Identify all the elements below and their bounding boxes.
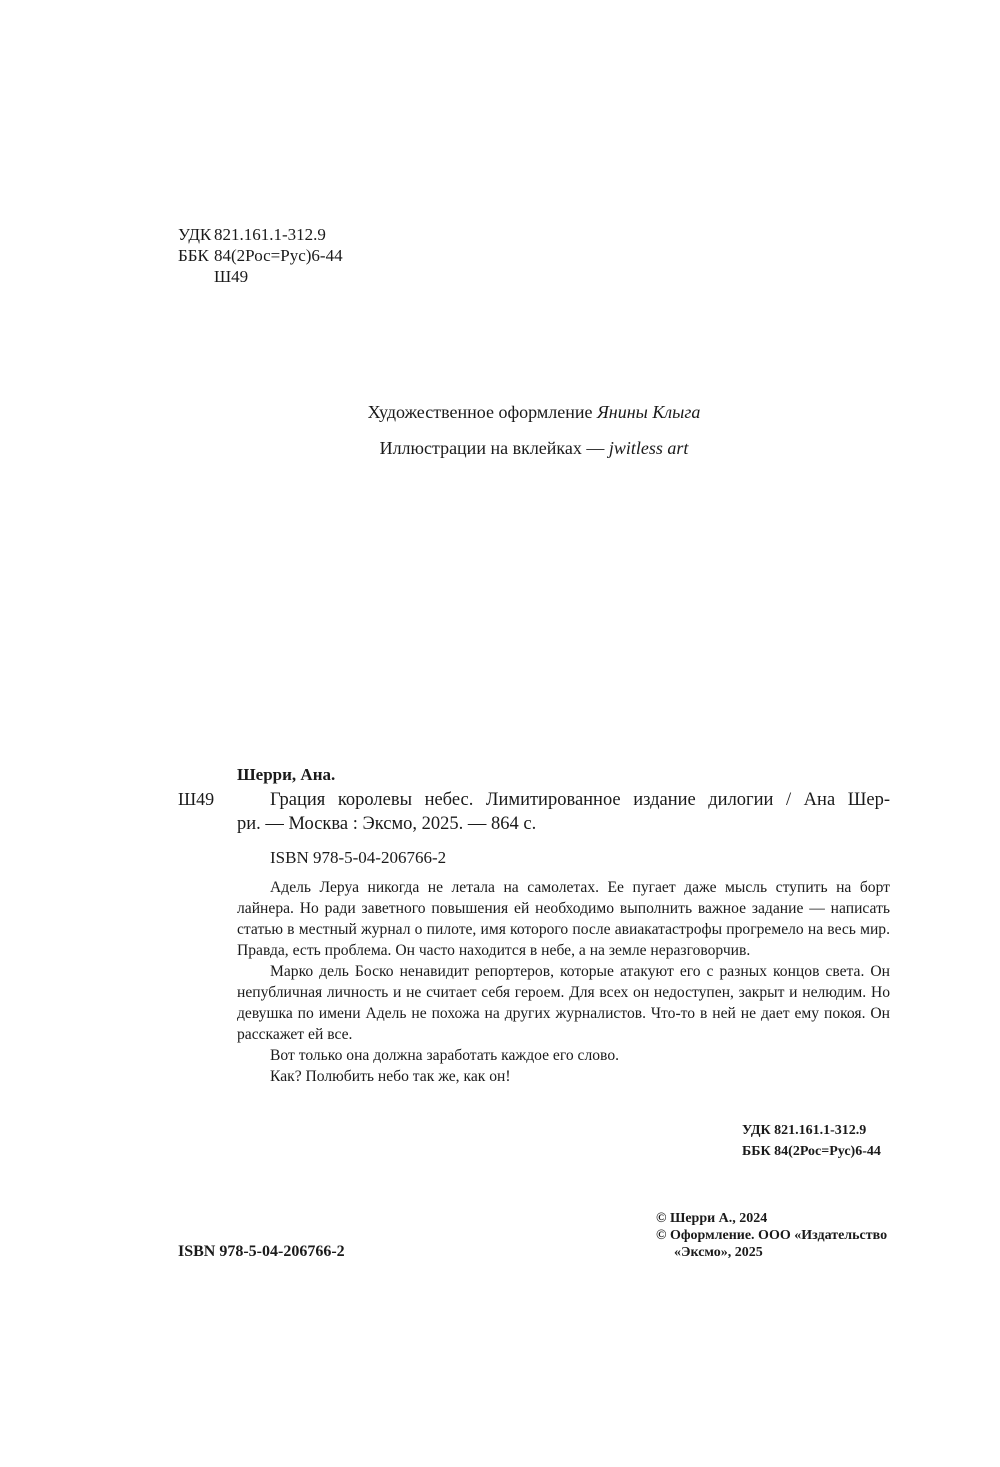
copyright-design-line-2: «Эксмо», 2025 xyxy=(674,1245,763,1260)
udk-value: 821.161.1-312.9 xyxy=(214,225,326,244)
udk-key: УДК xyxy=(178,225,212,244)
card-title-line-2: ри. — Москва : Эксмо, 2025. — 864 с. xyxy=(237,814,537,834)
author-mark-value: Ш49 xyxy=(214,267,249,286)
illustrations-credit xyxy=(0,438,1000,459)
codes-block xyxy=(742,1120,881,1162)
annotation xyxy=(237,877,890,1087)
udk-row xyxy=(178,224,343,245)
bbk-row xyxy=(178,245,343,266)
design-credit-prefix: Художественное оформление xyxy=(367,402,593,422)
copyright-block xyxy=(656,1210,887,1261)
bbk-key: ББК xyxy=(178,246,209,265)
copyright-design-line-1: © Оформление. ООО «Издательство xyxy=(656,1228,888,1243)
card-author: Шерри, Ана. xyxy=(237,765,336,784)
card-isbn: ISBN 978-5-04-206766-2 xyxy=(270,848,447,867)
author-mark-row xyxy=(178,266,343,287)
design-credit xyxy=(0,402,1000,423)
classification-block xyxy=(178,224,343,287)
design-credit-name: Янины Клыга xyxy=(596,402,701,422)
illustrations-credit-name: jwitless art xyxy=(608,438,689,458)
udk-code: УДК 821.161.1-312.9 xyxy=(742,1123,867,1138)
card-title-line-1: Грация королевы небес. Лимитированное издание дилогии / Ана Шер- xyxy=(270,790,890,810)
bbk-code: ББК 84(2Рос=Рус)6-44 xyxy=(742,1144,881,1159)
copyright-author: © Шерри А., 2024 xyxy=(656,1211,768,1226)
illustrations-credit-prefix: Иллюстрации на вклейках — xyxy=(379,438,605,458)
annotation-paragraph-1: Адель Леруа никогда не летала на самолетах. Ее пугает даже мысль ступить на борт лайнера. Но ради заветного повышения ей необходимо выполнить важное задание — написать статью в местный журнал о пилоте, имя которого после авиакатастрофы прогремело на весь мир. Правда, есть проблема. Он часто находится в небе, а на земле неразговорчив. xyxy=(237,879,890,959)
bbk-value: 84(2Рос=Рус)6-44 xyxy=(214,246,343,265)
footer-isbn: ISBN 978-5-04-206766-2 xyxy=(178,1243,345,1260)
annotation-paragraph-4: Как? Полюбить небо так же, как он! xyxy=(270,1068,511,1085)
annotation-paragraph-3: Вот только она должна заработать каждое его слово. xyxy=(270,1047,620,1064)
card-title xyxy=(237,788,890,836)
annotation-paragraph-2: Марко дель Боско ненавидит репортеров, которые атакуют его с разных концов света. Он непубличная личность и не считает себя героем. Для всех он недоступен, закрыт и нелюдим. Но девушка по имени Адель не похожа на других журналистов. Что-то в ней не дает ему покоя. Он расскажет ей все. xyxy=(237,963,890,1043)
card-author-code: Ш49 xyxy=(178,789,215,809)
author-mark-key xyxy=(178,266,214,287)
